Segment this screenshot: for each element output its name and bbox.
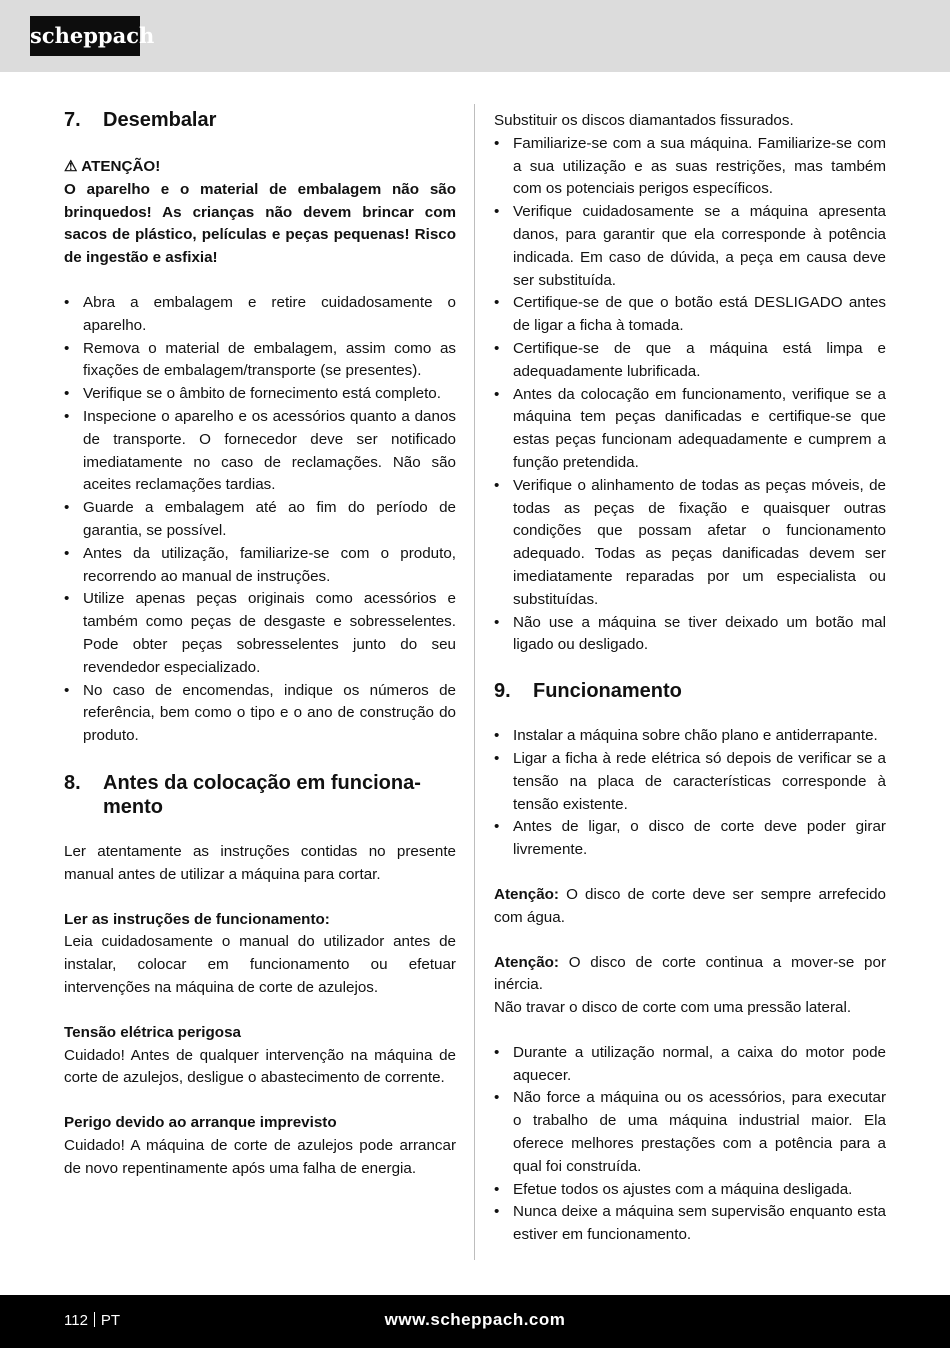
section-title: Desembalar [103, 109, 217, 131]
section-number: 9. [494, 680, 511, 703]
instructions-block [64, 909, 456, 1000]
list-item: • Antes da utilização, familiarize-se com o produto, recorrendo ao manual de instruções. [64, 543, 456, 589]
usage-list [494, 1042, 886, 1247]
list-item: • Certifique-se de que a máquina está limpa e adequadamente lubrificada. [494, 338, 886, 384]
right-intro: Substituir os discos diamantados fissurados. [494, 112, 794, 129]
warning-title: ⚠ ATENÇÃO! [64, 158, 161, 175]
list-item: • Verifique o alinhamento de todas as peças móveis, de todas as peças de fixação e quaisquer outras condições que possam afetar o funcionamento adequado. Todas as peças danificadas devem ser imediatamente reparadas por um especialista ou substituídas. [494, 475, 886, 612]
list-item: • Guarde a embalagem até ao fim do período de garantia, se possível. [64, 497, 456, 543]
page-number-value: 112 [64, 1312, 88, 1329]
voltage-block [64, 1022, 456, 1090]
attention-text: O disco de corte deve ser sempre arrefecido com água. [494, 885, 886, 926]
list-item: • No caso de encomendas, indique os números de referência, bem como o tipo e o ano de construção do produto. [64, 680, 456, 748]
list-item: • Não use a máquina se tiver deixado um botão mal ligado ou desligado. [494, 612, 886, 658]
list-item: • Verifique cuidadosamente se a máquina apresenta danos, para garantir que ela corresponde à potência indicada. Em caso de dúvida, a peça em causa deve ser substituída. [494, 201, 886, 292]
section-8-intro: Ler atentamente as instruções contidas no presente manual antes de utilizar a máquina para cortar. [64, 842, 456, 883]
voltage-title: Tensão elétrica perigosa [64, 1023, 241, 1041]
startup-block [64, 1112, 456, 1180]
section-title [103, 771, 421, 819]
startup-title: Perigo devido ao arranque imprevisto [64, 1114, 337, 1132]
attention-text: O disco de corte continua a mover-se por inércia. [494, 953, 886, 994]
scheppach-logo: scheppach [30, 16, 140, 56]
section-number: 8. [64, 771, 81, 794]
list-item: • Durante a utilização normal, a caixa do motor pode aquecer. [494, 1042, 886, 1088]
list-item: • Efetue todos os ajustes com a máquina desligada. [494, 1179, 886, 1202]
list-item: • Inspecione o aparelho e os acessórios quanto a danos de transporte. O fornecedor deve ser notificado imediatamente no caso de reclamações. Não são aceites reclamações tardias. [64, 406, 456, 497]
right-column [494, 110, 886, 1247]
attention-label: Atenção: [494, 885, 559, 903]
safety-list [494, 133, 886, 657]
list-item: • Familiarize-se com a sua máquina. Familiarize-se com a sua utilização e as suas restrições, mas também com os potenciais perigos específicos. [494, 133, 886, 201]
list-item: • Instalar a máquina sobre chão plano e antiderrapante. [494, 725, 886, 748]
column-divider [474, 104, 475, 1260]
operation-list [494, 725, 886, 862]
list-item: • Nunca deixe a máquina sem supervisão enquanto esta estiver em funcionamento. [494, 1201, 886, 1247]
language-code: PT [100, 1312, 121, 1329]
warning-text: O aparelho e o material de embalagem não são brinquedos! As crianças não devem brincar com sacos de plástico, películas e peças pequenas! Risco de ingestão e asfixia! [64, 180, 456, 267]
list-item: • Antes de ligar, o disco de corte deve poder girar livremente. [494, 816, 886, 862]
list-item: • Ligar a ficha à rede elétrica só depois de verificar se a tensão na placa de características corresponde à tensão existente. [494, 748, 886, 816]
voltage-text: Cuidado! Antes de qualquer intervenção na máquina de corte de azulejos, desligue o abastecimento de corrente. [64, 1046, 456, 1087]
list-item: • Abra a embalagem e retire cuidadosamente o aparelho. [64, 292, 456, 338]
section-title: Funcionamento [533, 680, 682, 703]
section-number: 7. [64, 109, 81, 131]
attention-line-2: Não travar o disco de corte com uma pressão lateral. [494, 999, 852, 1017]
instructions-title: Ler as instruções de funcionamento: [64, 910, 330, 928]
instructions-text: Leia cuidadosamente o manual do utilizador antes de instalar, colocar em funcionamento ou efetuar intervenções na máquina de corte de azulejos. [64, 933, 456, 996]
list-item: • Verifique se o âmbito de fornecimento está completo. [64, 383, 456, 406]
page-footer [0, 1295, 950, 1348]
unpacking-list [64, 292, 456, 748]
list-item: • Antes da colocação em funcionamento, verifique se a máquina tem peças danificadas e certifique-se que estas peças funcionam adequadamente e cumprem a função pretendida. [494, 384, 886, 475]
attention-paragraph [494, 952, 886, 998]
page-header [0, 0, 950, 72]
warning-block [64, 156, 456, 270]
list-item: • Utilize apenas peças originais como acessórios e também como peças de desgaste e sobresselentes. Pode obter peças sobresselentes junto do seu revendedor especializado. [64, 588, 456, 679]
section-7-heading [64, 108, 456, 132]
attention-note-2 [494, 952, 886, 1020]
section-9-heading [494, 679, 886, 703]
website-url: www.scheppach.com [384, 1310, 566, 1329]
section-title-line: mento [103, 795, 163, 818]
attention-note-1 [494, 884, 886, 930]
list-item: • Remova o material de embalagem, assim como as fixações de embalagem/transporte (se presentes). [64, 338, 456, 384]
startup-text: Cuidado! A máquina de corte de azulejos pode arrancar de novo repentinamente após uma falha de energia. [64, 1136, 456, 1177]
attention-label: Atenção: [494, 953, 559, 971]
left-column [64, 104, 456, 1180]
list-item: • Certifique-se de que o botão está DESLIGADO antes de ligar a ficha à tomada. [494, 292, 886, 338]
section-8-heading [64, 771, 456, 819]
list-item: • Não force a máquina ou os acessórios, para executar o trabalho de uma máquina industrial maior. Ela oferece melhores prestações com a potência para a qual foi construída. [494, 1087, 886, 1178]
section-title-line: Antes da colocação em funciona- [103, 771, 421, 794]
